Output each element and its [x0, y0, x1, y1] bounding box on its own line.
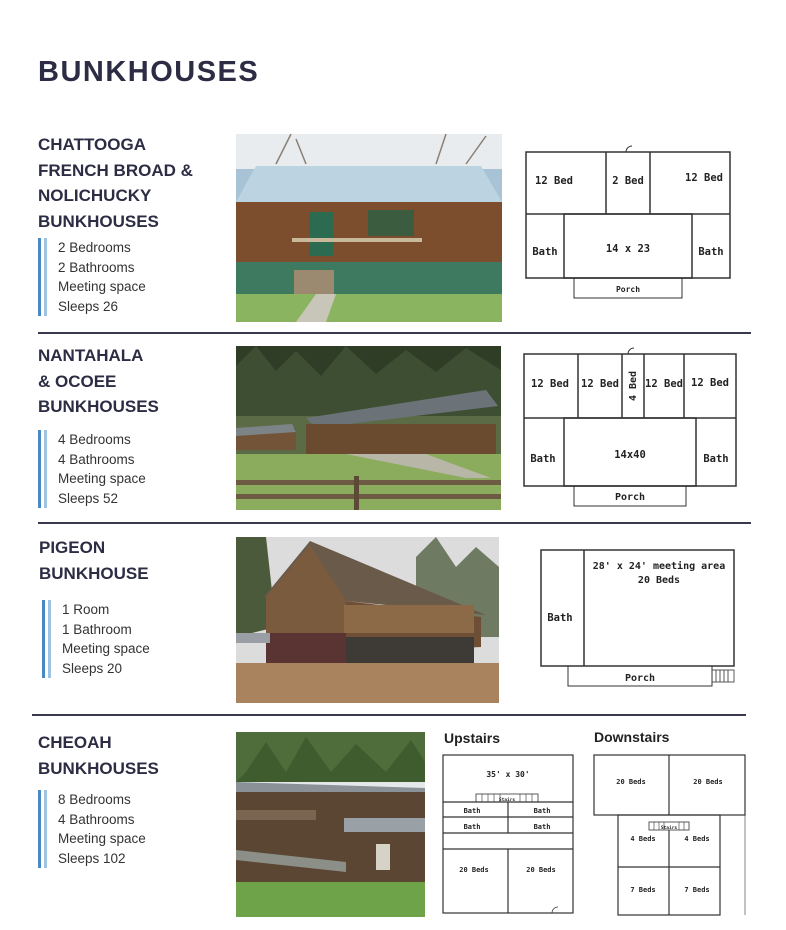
fact-item: 2 Bathrooms	[58, 259, 135, 275]
fact-item: Meeting space	[58, 279, 146, 294]
fact-item: 1 Room	[62, 602, 110, 617]
facts-list-chattooga	[38, 238, 208, 316]
title-line: & OCOEE	[38, 371, 117, 391]
room-label: 7 Beds	[630, 886, 656, 894]
fact-item: Sleeps 102	[58, 850, 126, 866]
title-line: CHATTOOGA	[38, 135, 146, 154]
title-line: BUNKHOUSES	[38, 397, 159, 416]
stairs-label: Stairs	[660, 826, 678, 831]
fact-item: 8 Bedrooms	[58, 792, 131, 807]
facts-list-pigeon	[42, 600, 212, 678]
room-label: 7 Beds	[684, 886, 710, 894]
title-line: PIGEON	[39, 538, 106, 557]
room-label: 20 Beds	[616, 778, 646, 786]
section-title-cheoah	[38, 730, 159, 781]
title-line: BUNKHOUSES	[38, 211, 159, 231]
photo-cheoah-bunkhouse	[236, 732, 425, 917]
room-label: 12 Bed	[531, 378, 569, 390]
room-label: 12 Bed	[685, 172, 723, 184]
room-label: Bath	[463, 823, 481, 831]
title-line: BUNKHOUSES	[38, 758, 159, 778]
room-label: 12 Bed	[581, 378, 619, 390]
downstairs-label: Downstairs	[594, 729, 670, 745]
room-label: 20 Beds	[459, 866, 489, 874]
section-title-nantahala	[38, 343, 159, 420]
upstairs-label: Upstairs	[444, 730, 501, 746]
title-line: BUNKHOUSE	[39, 563, 149, 583]
accent-bar	[38, 238, 41, 316]
floor-plan-chattooga	[518, 144, 738, 302]
room-label: Bath	[532, 246, 558, 258]
facts-list-cheoah	[38, 790, 208, 868]
room-label: Bath	[533, 807, 551, 815]
room-label: 20 Beds	[693, 778, 723, 786]
section-divider	[38, 522, 751, 524]
room-label: Bath	[463, 807, 481, 815]
room-label: 28' x 24' meeting area	[592, 561, 726, 572]
title-line: FRENCH BROAD &	[38, 160, 193, 180]
room-label: 12 Bed	[691, 377, 729, 389]
fact-item: 1 Bathroom	[62, 621, 132, 637]
floor-plan-pigeon	[536, 545, 742, 691]
floor-plan-nantahala	[518, 346, 742, 510]
fact-item: 2 Bedrooms	[58, 240, 131, 255]
accent-bar	[42, 600, 45, 678]
photo-nantahala-bunkhouse	[236, 346, 501, 510]
accent-bar	[38, 790, 41, 868]
accent-bar	[48, 600, 51, 678]
room-label: 14x40	[614, 449, 646, 461]
photo-chattooga-bunkhouse	[236, 134, 502, 322]
section-divider	[32, 714, 746, 716]
room-label: Bath	[533, 823, 551, 831]
facts-list-nantahala	[38, 430, 208, 508]
title-line: NOLICHUCKY	[38, 186, 152, 205]
room-label: Bath	[703, 453, 729, 465]
room-label: 20 Beds	[526, 866, 556, 874]
porch-label: Porch	[615, 285, 641, 294]
fact-item: Meeting space	[62, 641, 150, 656]
section-title-chattooga	[38, 132, 193, 234]
fact-item: 4 Bathrooms	[58, 451, 135, 467]
room-label: Bath	[530, 453, 556, 465]
fact-item: Sleeps 26	[58, 298, 119, 314]
fact-item: 4 Bathrooms	[58, 811, 135, 827]
room-label: 4 Beds	[630, 835, 656, 843]
room-label: 20 Beds	[637, 575, 681, 586]
title-line: CHEOAH	[38, 733, 112, 752]
title-line: NANTAHALA	[38, 346, 144, 365]
accent-bar	[44, 430, 47, 508]
room-label: 12 Bed	[535, 175, 573, 187]
porch-label: Porch	[624, 673, 656, 684]
room-label: 35' x 30'	[486, 770, 530, 779]
photo-pigeon-bunkhouse	[236, 537, 499, 703]
room-label: 4 Beds	[684, 835, 710, 843]
room-label: 14 x 23	[605, 243, 651, 255]
accent-bar	[44, 238, 47, 316]
room-label: 2 Bed	[612, 175, 644, 187]
porch-label: Porch	[614, 492, 646, 503]
fact-item: Sleeps 20	[62, 660, 123, 676]
stairs-label: Stairs	[498, 798, 516, 803]
room-label: 4 Bed	[628, 370, 639, 402]
room-label: Bath	[698, 246, 724, 258]
section-divider	[38, 332, 751, 334]
floor-plan-cheoah-upstairs	[440, 752, 576, 916]
accent-bar	[38, 430, 41, 508]
fact-item: 4 Bedrooms	[58, 432, 131, 447]
section-title-pigeon	[39, 535, 149, 586]
fact-item: Sleeps 52	[58, 490, 119, 506]
page-title: BUNKHOUSES	[38, 56, 260, 88]
room-label: 12 Bed	[645, 378, 683, 390]
fact-item: Meeting space	[58, 831, 146, 846]
floor-plan-cheoah-downstairs	[591, 752, 748, 918]
accent-bar	[44, 790, 47, 868]
fact-item: Meeting space	[58, 471, 146, 486]
room-label: Bath	[547, 612, 573, 624]
